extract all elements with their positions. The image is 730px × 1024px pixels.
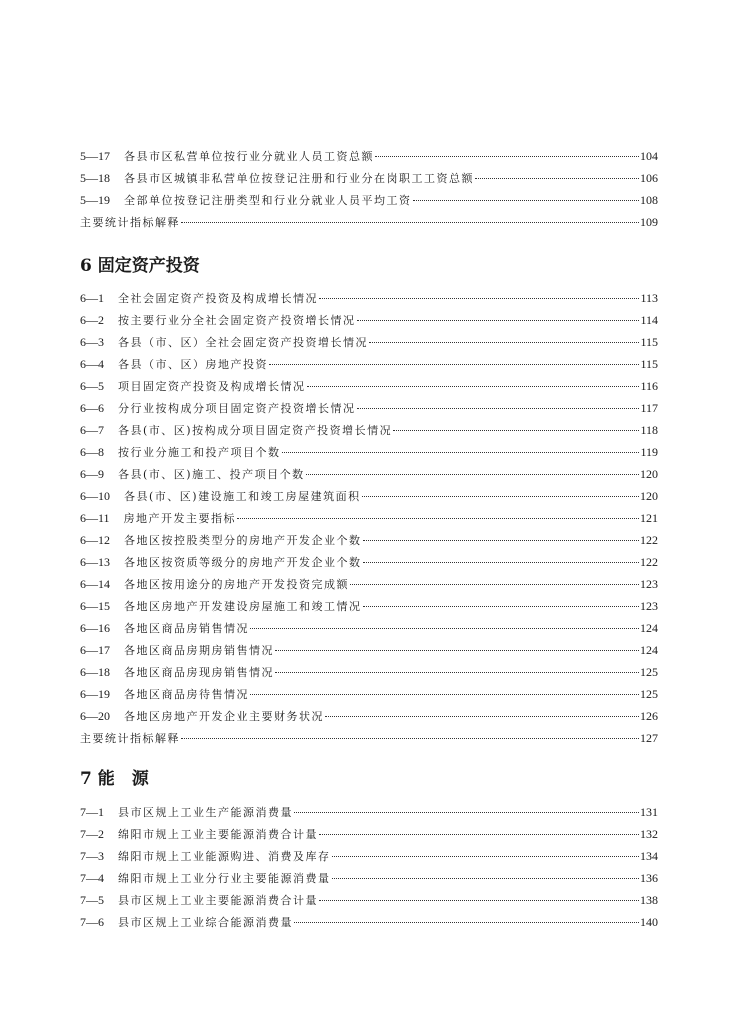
toc-entry-title: 绵阳市规上工业能源购进、消费及库存: [118, 850, 331, 863]
toc-entry-title: 各地区商品房销售情况: [124, 622, 249, 635]
toc-entry-title: 按行业分施工和投产项目个数: [118, 446, 281, 459]
toc-entry[interactable]: [80, 889, 658, 911]
dot-leader: [369, 342, 639, 343]
toc-entry-number: 6—16: [80, 621, 110, 635]
toc-entry[interactable]: [80, 551, 658, 573]
dot-leader: [413, 200, 640, 201]
dot-leader: [181, 222, 639, 223]
toc-entry-page: 126: [640, 709, 658, 723]
toc-entry[interactable]: [80, 375, 658, 397]
toc-entry-number: 7—1: [80, 805, 104, 819]
dot-leader: [294, 812, 639, 813]
toc-entry-number: 6—20: [80, 709, 110, 723]
toc-entry-title: 各地区房地产开发建设房屋施工和竣工情况: [124, 600, 362, 613]
dot-leader: [319, 298, 639, 299]
dot-leader: [282, 452, 640, 453]
toc-entry-page: 140: [640, 915, 658, 929]
toc-entry[interactable]: [80, 167, 658, 189]
toc-entry-page: 124: [640, 621, 658, 635]
toc-entry-title: 各地区商品房待售情况: [124, 688, 249, 701]
toc-entry[interactable]: [80, 617, 658, 639]
toc-entry[interactable]: [80, 639, 658, 661]
dot-leader: [319, 834, 639, 835]
dot-leader: [475, 178, 639, 179]
toc-entry-page: 113: [640, 291, 658, 305]
toc-section-6: [80, 287, 658, 749]
toc-entry-page: 117: [640, 401, 658, 415]
dot-leader: [363, 606, 640, 607]
toc-entry[interactable]: [80, 529, 658, 551]
toc-entry-number: 6—19: [80, 687, 110, 701]
toc-entry-page: 115: [640, 335, 658, 349]
dot-leader: [393, 430, 639, 431]
toc-entry-number: 6—11: [80, 511, 110, 525]
toc-entry[interactable]: [80, 485, 658, 507]
toc-entry-number: 7—4: [80, 871, 104, 885]
dot-leader: [307, 386, 640, 387]
toc-entry-title: 各地区商品房现房销售情况: [124, 666, 274, 679]
toc-entry-page: 136: [640, 871, 658, 885]
toc-entry-number: 6—17: [80, 643, 110, 657]
toc-entry-title: 县市区规上工业综合能源消费量: [118, 916, 293, 929]
toc-entry-title: 各地区按用途分的房地产开发投资完成额: [124, 578, 349, 591]
toc-entry-page: 119: [640, 445, 658, 459]
toc-entry-number: 6—8: [80, 445, 104, 459]
dot-leader: [332, 856, 640, 857]
dot-leader: [275, 672, 639, 673]
toc-entry-title: 各地区商品房期房销售情况: [124, 644, 274, 657]
toc-entry[interactable]: [80, 845, 658, 867]
toc-entry-page: 120: [640, 489, 658, 503]
toc-entry-page: 131: [640, 805, 658, 819]
toc-entry-title: 主要统计指标解释: [80, 216, 180, 229]
toc-entry-title: 各地区按资质等级分的房地产开发企业个数: [124, 556, 362, 569]
toc-entry-page: 124: [640, 643, 658, 657]
dot-leader: [275, 650, 639, 651]
toc-entry-number: 6—6: [80, 401, 104, 415]
toc-entry-page: 106: [640, 171, 658, 185]
toc-entry[interactable]: [80, 331, 658, 353]
toc-entry-number: 6—4: [80, 357, 104, 371]
toc-entry-title: 各县(市、区)建设施工和竣工房屋建筑面积: [124, 490, 361, 503]
toc-entry[interactable]: [80, 397, 658, 419]
toc-entry-number: 5—19: [80, 193, 110, 207]
toc-entry-number: 5—18: [80, 171, 110, 185]
toc-entry-number: 6—12: [80, 533, 110, 547]
toc-entry[interactable]: [80, 189, 658, 211]
toc-entry-title: 各县（市、区）全社会固定资产投资增长情况: [118, 336, 368, 349]
toc-entry-page: 118: [640, 423, 658, 437]
toc-entry-page: 109: [640, 215, 658, 229]
toc-entry-title: 各地区按控股类型分的房地产开发企业个数: [124, 534, 362, 547]
section-heading-6: 6 固定资产投资: [80, 256, 200, 276]
toc-entry-page: 138: [640, 893, 658, 907]
dot-leader: [269, 364, 639, 365]
toc-entry[interactable]: [80, 705, 658, 727]
toc-entry-page: 108: [640, 193, 658, 207]
toc-entry-page: 116: [640, 379, 658, 393]
toc-entry-number: 7—3: [80, 849, 104, 863]
toc-entry[interactable]: [80, 419, 658, 441]
toc-entry-number: 6—5: [80, 379, 104, 393]
toc-entry-number: 6—3: [80, 335, 104, 349]
toc-entry[interactable]: [80, 463, 658, 485]
dot-leader: [357, 408, 640, 409]
dot-leader: [250, 694, 639, 695]
dot-leader: [332, 878, 640, 879]
toc-entry-title: 县市区规上工业主要能源消费合计量: [118, 894, 318, 907]
toc-entry-title: 全社会固定资产投资及构成增长情况: [118, 292, 318, 305]
toc-entry-page: 123: [640, 577, 658, 591]
dot-leader: [363, 562, 640, 563]
toc-entry[interactable]: [80, 145, 658, 167]
toc-entry-title: 主要统计指标解释: [80, 732, 180, 745]
toc-entry-title: 分行业按构成分项目固定资产投资增长情况: [118, 402, 356, 415]
toc-entry-page: 104: [640, 149, 658, 163]
toc-entry[interactable]: [80, 353, 658, 375]
toc-entry-number: 6—18: [80, 665, 110, 679]
toc-entry-number: 6—15: [80, 599, 110, 613]
dot-leader: [294, 922, 639, 923]
toc-entry-number: 7—6: [80, 915, 104, 929]
toc-entry-title: 绵阳市规上工业主要能源消费合计量: [118, 828, 318, 841]
toc-entry[interactable]: [80, 507, 658, 529]
toc-entry-title: 按主要行业分全社会固定资产投资增长情况: [118, 314, 356, 327]
dot-leader: [306, 474, 639, 475]
toc-entry-number: 7—2: [80, 827, 104, 841]
toc-entry-page: 122: [640, 533, 658, 547]
toc-entry-page: 114: [640, 313, 658, 327]
toc-entry[interactable]: [80, 211, 658, 233]
toc-entry[interactable]: [80, 911, 658, 933]
toc-entry-page: 127: [640, 731, 658, 745]
toc-entry-number: 7—5: [80, 893, 104, 907]
dot-leader: [375, 156, 639, 157]
section-heading-7: 7 能 源: [80, 769, 149, 789]
toc-entry-title: 县市区规上工业生产能源消费量: [118, 806, 293, 819]
toc-entry-page: 132: [640, 827, 658, 841]
toc-section-5: [80, 145, 658, 233]
toc-entry[interactable]: [80, 287, 658, 309]
toc-entry-page: 123: [640, 599, 658, 613]
toc-entry-number: 6—1: [80, 291, 104, 305]
toc-entry[interactable]: [80, 573, 658, 595]
toc-entry[interactable]: [80, 309, 658, 331]
toc-entry-title: 全部单位按登记注册类型和行业分就业人员平均工资: [124, 194, 412, 207]
toc-entry[interactable]: [80, 823, 658, 845]
dot-leader: [362, 496, 639, 497]
toc-entry-title: 各县市区私营单位按行业分就业人员工资总额: [124, 150, 374, 163]
dot-leader: [319, 900, 639, 901]
toc-entry-title: 各县(市、区)按构成分项目固定资产投资增长情况: [118, 424, 393, 437]
toc-entry-title: 各县（市、区）房地产投资: [118, 358, 268, 371]
dot-leader: [325, 716, 639, 717]
toc-entry-page: 125: [640, 665, 658, 679]
toc-entry[interactable]: [80, 727, 658, 749]
toc-entry-number: 6—7: [80, 423, 104, 437]
toc-entry-page: 134: [640, 849, 658, 863]
toc-entry-title: 项目固定资产投资及构成增长情况: [118, 380, 306, 393]
toc-entry[interactable]: [80, 867, 658, 889]
dot-leader: [357, 320, 640, 321]
dot-leader: [237, 518, 639, 519]
toc-section-7: [80, 801, 658, 933]
dot-leader: [250, 628, 639, 629]
toc-entry-number: 5—17: [80, 149, 110, 163]
toc-entry-page: 121: [640, 511, 658, 525]
toc-entry-page: 115: [640, 357, 658, 371]
toc-entry-number: 6—13: [80, 555, 110, 569]
toc-entry[interactable]: [80, 595, 658, 617]
toc-entry[interactable]: [80, 661, 658, 683]
toc-entry-page: 120: [640, 467, 658, 481]
toc-entry-number: 6—10: [80, 489, 110, 503]
toc-entry-title: 各地区房地产开发企业主要财务状况: [124, 710, 324, 723]
toc-entry-number: 6—14: [80, 577, 110, 591]
toc-entry-title: 各县(市、区)施工、投产项目个数: [118, 468, 305, 481]
dot-leader: [363, 540, 640, 541]
toc-entry-title: 各县市区城镇非私营单位按登记注册和行业分在岗职工工资总额: [124, 172, 474, 185]
toc-entry-number: 6—9: [80, 467, 104, 481]
toc-entry[interactable]: [80, 683, 658, 705]
toc-entry-title: 房地产开发主要指标: [123, 512, 237, 525]
toc-entry-page: 125: [640, 687, 658, 701]
dot-leader: [350, 584, 639, 585]
toc-entry-page: 122: [640, 555, 658, 569]
toc-entry-number: 6—2: [80, 313, 104, 327]
dot-leader: [181, 738, 639, 739]
toc-entry[interactable]: [80, 801, 658, 823]
toc-entry[interactable]: [80, 441, 658, 463]
toc-entry-title: 绵阳市规上工业分行业主要能源消费量: [118, 872, 331, 885]
